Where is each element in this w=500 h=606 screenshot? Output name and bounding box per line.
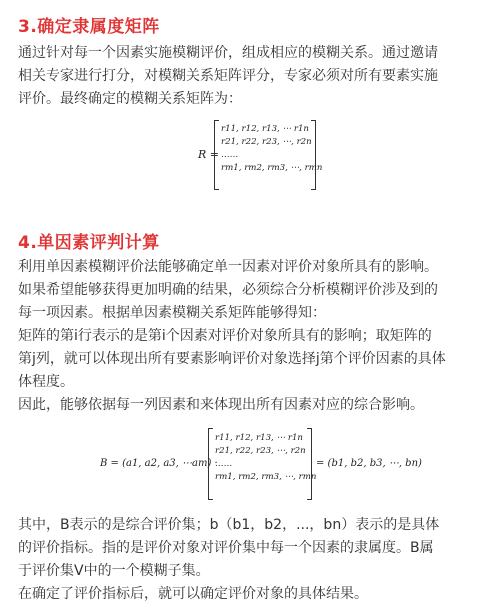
para-line: 每一项因素。根据单因素模糊关系矩阵能够得知： xyxy=(18,305,326,321)
matrix-lhs: R = xyxy=(198,148,219,161)
section-3-paragraph xyxy=(18,42,484,111)
para-line: 在确定了评价指标后，就可以确定评价对象的具体结果。 xyxy=(18,586,368,602)
matrix-row: r21, r22, r23, ⋯, r2n xyxy=(221,137,312,147)
para-line: 体程度。 xyxy=(18,374,74,390)
left-bracket xyxy=(214,120,219,190)
formula-rhs: = (b1, b2, b3, ⋯, bn) xyxy=(316,458,422,469)
para-line: 利用单因素模糊评价法能够确定单一因素对评价对象所具有的影响。 xyxy=(18,259,438,275)
formula-lhs: B = (a1, a2, a3, ⋯am) · xyxy=(100,458,218,469)
matrix-row: …… xyxy=(221,150,239,160)
para-line: 因此，能够依据每一列因素和来体现出所有因素对应的综合影响。 xyxy=(18,397,424,413)
para-line: 于评价集V中的一个模糊子集。 xyxy=(18,563,210,579)
para-line: 其中，B表示的是综合评价集；b（b1，b2，...，bn）表示的是具体 xyxy=(18,517,440,533)
para-line: 相关专家进行打分，对模糊关系矩阵评分，专家必须对所有要素实施 xyxy=(18,68,438,84)
section-4-paragraph xyxy=(18,256,484,417)
left-bracket xyxy=(208,428,213,500)
matrix-row: …… xyxy=(215,459,233,469)
composite-evaluation-formula xyxy=(100,428,430,502)
para-line: 如果希望能够获得更加明确的结果，必须综合分析模糊评价涉及到的 xyxy=(18,282,438,298)
matrix-row: r11, r12, r13, ⋯ r1n xyxy=(221,124,309,134)
matrix-row: rm1, rm2, rm3, ⋯, rmn xyxy=(215,472,317,482)
matrix xyxy=(208,428,317,500)
para-line: 评价。最终确定的模糊关系矩阵为： xyxy=(18,91,242,107)
section-3-title: 3.确定隶属度矩阵 xyxy=(18,17,160,37)
matrix-row: rm1, rm2, rm3, ⋯, rmn xyxy=(221,163,323,173)
matrix xyxy=(214,120,323,190)
matrix-row: r11, r12, r13, ⋯ r1n xyxy=(215,433,303,443)
matrix-row: r21, r22, r23, ⋯, r2n xyxy=(215,446,306,456)
section-4-title: 4.单因素评判计算 xyxy=(18,233,160,253)
para-line: 的评价指标。指的是评价对象对评价集中每一个因素的隶属度。B属 xyxy=(18,540,434,556)
para-line: 第j列，就可以体现出所有要素影响评价对象选择j第个评价因素的具体 xyxy=(18,351,446,367)
section-4-explanation xyxy=(18,514,484,606)
relation-matrix-formula xyxy=(198,120,323,192)
para-line: 矩阵的第i行表示的是第i个因素对评价对象所具有的影响；取矩阵的 xyxy=(18,328,432,344)
para-line: 通过针对每一个因素实施模糊评价，组成相应的模糊关系。通过邀请 xyxy=(18,45,438,61)
